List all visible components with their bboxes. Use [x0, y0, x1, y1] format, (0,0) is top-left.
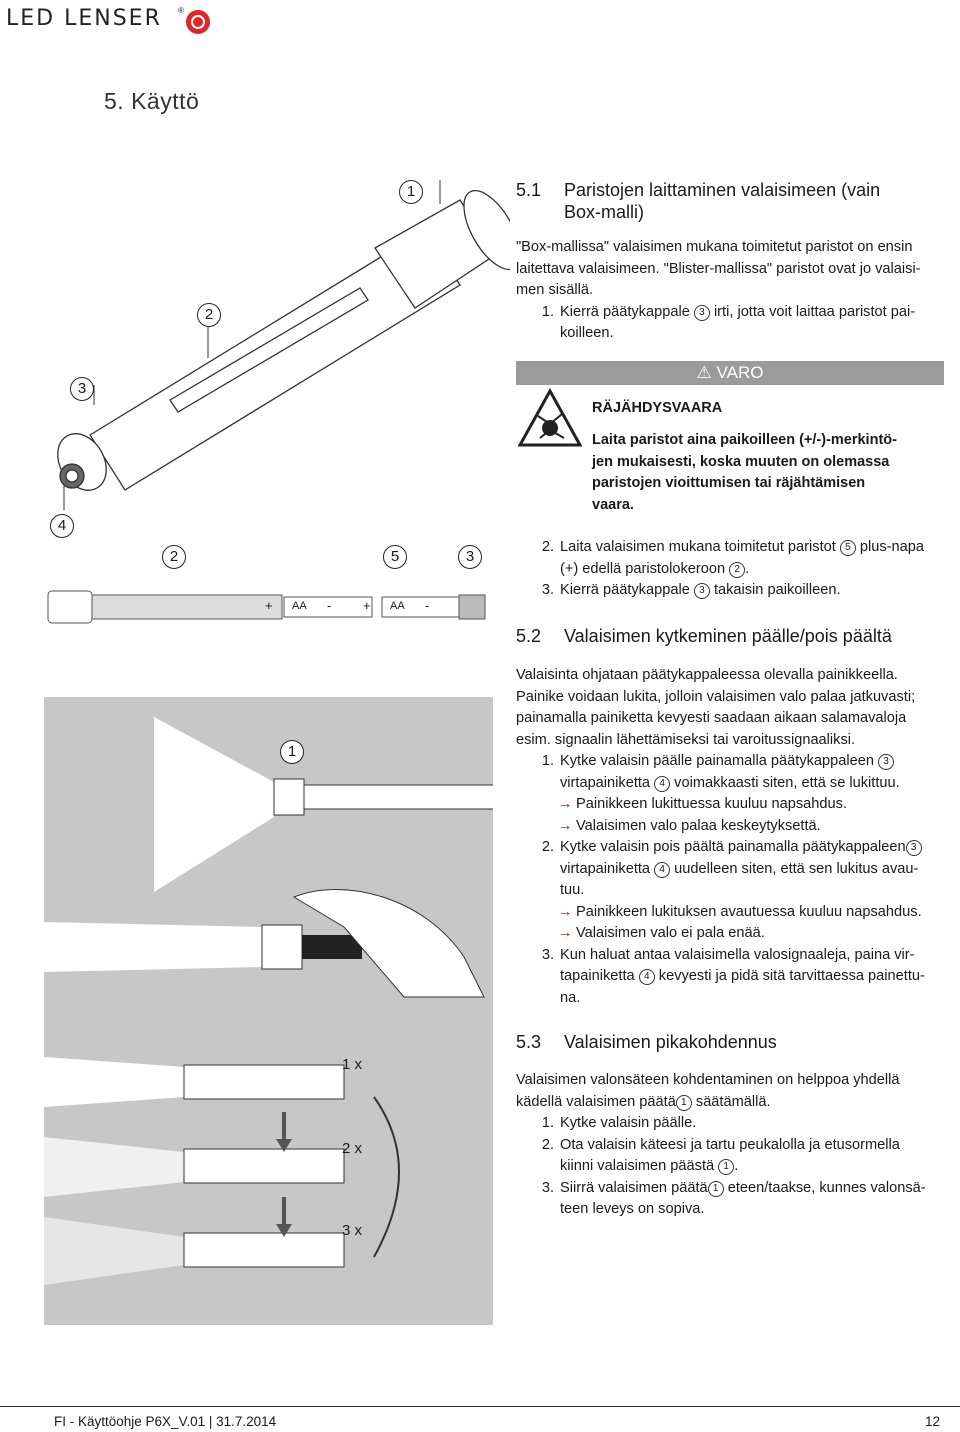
arrow-right-icon: → — [557, 925, 573, 941]
warning-line-1: Laita paristot aina paikoilleen (+/-)-merkintö- — [592, 432, 897, 448]
s52-step-2-text-a: Kytke valaisin pois päältä painamalla päätykappaleen — [560, 839, 906, 855]
s52-intro-3: painamalla painiketta kevyesti saadaan aikaan salamavaloja — [516, 710, 907, 726]
arrow-right-icon: → — [557, 903, 573, 920]
s51-step-3 — [516, 580, 956, 602]
heading-5-2-title: Valaisimen kytkeminen päälle/pois päältä — [564, 626, 892, 646]
footer-page-number: 12 — [924, 1414, 940, 1429]
brand-logo — [6, 6, 216, 36]
s53-intro-2a: kädellä valaisimen päätä — [516, 1093, 676, 1110]
footer-doc-info: FI - Käyttöohje P6X_V.01 | 31.7.2014 — [54, 1414, 277, 1429]
s52-step-2-sub-1-text: Painikkeen lukituksen avautuessa kuuluu napsahdus. — [576, 903, 922, 920]
s53-intro-callout: 1 — [676, 1095, 692, 1111]
beam-usage-illustration — [44, 697, 493, 1325]
callout-1-top: 1 — [399, 180, 423, 204]
s51-step-2-text-a: Laita valaisimen mukana toimitetut paristot — [560, 539, 836, 555]
s52-step-1-sub-2 — [516, 816, 956, 838]
s53-step-3 — [516, 1178, 956, 1221]
s52-step-1-number: 1. — [541, 753, 554, 769]
s53-step-3-line2: teen leveys on sopiva. — [560, 1201, 705, 1217]
heading-5-1-title-l2: Box-malli) — [564, 202, 645, 222]
s53-step-3-number: 3. — [541, 1179, 554, 1196]
s51-step-3-text-a: Kierrä päätykappale — [560, 582, 690, 598]
s53-intro-2b: säätämällä. — [695, 1093, 771, 1110]
warning-heading: RÄJÄHDYSVAARA — [592, 400, 723, 416]
s52-intro-4: esim. signaalin lähettämiseksi tai varoitussignaaliksi. — [516, 731, 856, 748]
s51-step-3-text-b: takaisin paikoilleen. — [713, 582, 841, 598]
s52-step-2-callout: 3 — [906, 840, 922, 856]
section-5-1-body — [516, 237, 956, 345]
s51-step-2-text-b: plus-napa — [859, 539, 925, 555]
s51-step-2-callout: 5 — [840, 540, 856, 556]
s51-step-1 — [516, 302, 956, 345]
s52-step-3-line3: na. — [560, 989, 581, 1006]
warning-line-3: paristojen vioittumisen tai räjähtämisen — [592, 475, 866, 491]
s52-step-1-sub-2-text: Valaisimen valo palaa keskeytyksettä. — [576, 817, 821, 834]
s51-step-1-callout: 3 — [694, 305, 710, 321]
s53-step-3-line1-a: Siirrä valaisimen päätä — [560, 1179, 708, 1196]
warning-line-2: jen mukaisesti, koska muuten on olemassa — [592, 453, 890, 470]
s52-step-2-line2-a: virtapainiketta — [560, 860, 651, 877]
s51-step-2-line2-b: . — [745, 560, 750, 577]
s53-step-1-text: Kytke valaisin päälle. — [560, 1115, 697, 1131]
s52-step-3-number: 3. — [541, 946, 554, 963]
s52-step-2-number: 2. — [541, 839, 554, 855]
battery2-plus: + — [363, 598, 371, 613]
s52-step-3-text-a: Kun haluat antaa valaisimella valosignaaleja, paina vir- — [560, 946, 915, 963]
s51-step-2-number: 2. — [541, 539, 554, 555]
s51-step-3-callout: 3 — [694, 583, 710, 599]
s52-step-2-line2-b: uudelleen siten, että sen lukitus avau- — [674, 860, 919, 877]
s52-intro-1: Valaisinta ohjataan päätykappaleessa olevalla painikkeella. — [516, 667, 898, 683]
arrow-right-icon: → — [557, 817, 573, 834]
section-title: 5. Käyttö — [104, 88, 200, 114]
heading-5-2-number: 5.2 — [516, 626, 542, 646]
s51-step-3-number: 3. — [541, 582, 554, 598]
s51-step-1-line2: koilleen. — [560, 325, 614, 341]
s52-step-3 — [516, 945, 956, 1010]
s51-intro-1: "Box-mallissa" valaisimen mukana toimitetut paristot on ensin — [516, 239, 913, 255]
s53-step-1-number: 1. — [541, 1115, 554, 1131]
s52-step-3-line2-b: kevyesti ja pidä sitä tarvittaessa painettu- — [658, 968, 925, 984]
heading-5-3-title: Valaisimen pikakohdennus — [564, 1032, 777, 1052]
s53-step-2-line1: Ota valaisin käteesi ja tartu peukalolla ja etusormella — [560, 1136, 900, 1153]
press-1x-label: 1 x — [342, 1056, 363, 1073]
battery1-plus: + — [265, 598, 273, 613]
callout-2-row: 2 — [162, 545, 186, 569]
s52-step-2-sub-2-text: Valaisimen valo ei pala enää. — [576, 925, 765, 941]
s53-step-2-line2-a: kiinni valaisimen päästä — [560, 1158, 715, 1174]
press-3x-label: 3 x — [342, 1222, 363, 1239]
s52-step-1-line2-b: voimakkaasti siten, että se lukittuu. — [674, 774, 900, 791]
callout-3-top: 3 — [70, 377, 94, 401]
footer-rule — [0, 1406, 960, 1407]
s51-step-1-text-a: Kierrä päätykappale — [560, 303, 690, 320]
explosion-hazard-icon — [518, 388, 582, 448]
s52-step-1-callout: 3 — [878, 754, 894, 770]
s51-step-1-number: 1. — [541, 303, 554, 320]
battery1-minus: - — [327, 598, 332, 613]
s53-step-2-number: 2. — [541, 1136, 554, 1153]
heading-5-1-number: 5.1 — [516, 180, 542, 200]
s51-intro-2: laitettava valaisimeen. "Blister-mallissa" paristot ovat jo valaisi- — [516, 260, 921, 277]
battery2-label: AA — [390, 600, 405, 612]
warning-line-4: vaara. — [592, 496, 634, 513]
s51-step-2-line2-callout: 2 — [729, 562, 745, 578]
warning-banner — [516, 361, 944, 385]
s52-step-2-line3: tuu. — [560, 882, 585, 898]
s52-step-1-line2-a: virtapainiketta — [560, 774, 651, 791]
section-5-2-body — [516, 665, 956, 1009]
flashlight-exploded-illustration — [30, 180, 510, 520]
s53-intro-1: Valaisimen valonsäteen kohdentaminen on helppoa yhdellä — [516, 1072, 900, 1088]
callout-3-row: 3 — [458, 545, 482, 569]
battery2-minus: - — [425, 598, 430, 613]
battery1-label: AA — [292, 600, 307, 612]
s52-step-2-line2-callout: 4 — [654, 862, 670, 878]
section-5-3-body — [516, 1070, 956, 1221]
logo-emblem-icon — [184, 8, 212, 36]
logo-text: LED LENSER — [6, 6, 162, 31]
s53-step-2-callout: 1 — [718, 1159, 734, 1175]
s52-step-3-line2-callout: 4 — [639, 969, 655, 985]
s52-step-1-sub-1-text: Painikkeen lukittuessa kuuluu napsahdus. — [576, 796, 847, 812]
s51-step-1-text-b: irti, jotta voit laittaa paristot pai- — [713, 303, 916, 320]
heading-5-1 — [516, 179, 946, 223]
s51-intro-3: men sisällä. — [516, 282, 594, 298]
warning-triangle-icon: ⚠ — [696, 363, 712, 382]
s53-step-1 — [516, 1113, 956, 1135]
heading-5-3-number: 5.3 — [516, 1032, 542, 1052]
registered-mark: ® — [178, 6, 184, 15]
s51-step-2 — [516, 537, 956, 580]
callout-2-top: 2 — [197, 303, 221, 327]
callout-1-beam: 1 — [280, 740, 304, 764]
s53-step-3-callout: 1 — [708, 1181, 724, 1197]
warning-title: VARO — [716, 363, 764, 382]
battery-parts-illustration — [44, 585, 504, 635]
s52-step-3-line2-a: tapainiketta — [560, 968, 635, 984]
s52-step-1 — [516, 751, 956, 794]
s52-step-1-text-a: Kytke valaisin päälle painamalla päätykappaleen — [560, 753, 874, 769]
s52-step-2-sub-2 — [516, 923, 956, 945]
warning-text — [592, 430, 932, 516]
s53-step-2-line2-b: . — [734, 1158, 739, 1174]
arrow-right-icon: → — [557, 796, 573, 812]
section-5-1-steps — [516, 537, 956, 602]
s53-step-2 — [516, 1135, 956, 1178]
heading-5-2 — [516, 626, 892, 647]
s52-step-1-sub-1 — [516, 794, 956, 816]
press-2x-label: 2 x — [342, 1140, 363, 1157]
s53-step-3-line1-b: eteen/taakse, kunnes valonsä- — [727, 1179, 926, 1196]
callout-4: 4 — [50, 514, 74, 538]
s52-step-1-line2-callout: 4 — [654, 776, 670, 792]
s51-step-2-line2-a: (+) edellä paristolokeroon — [560, 560, 726, 577]
s52-step-2-sub-1 — [516, 902, 956, 924]
s52-step-2 — [516, 837, 956, 902]
s52-intro-2: Painike voidaan lukita, jolloin valaisimen valo palaa jatkuvasti; — [516, 688, 916, 705]
heading-5-1-title-l1: Paristojen laittaminen valaisimeen (vain — [564, 180, 881, 200]
callout-5: 5 — [383, 545, 407, 569]
heading-5-3 — [516, 1032, 777, 1053]
